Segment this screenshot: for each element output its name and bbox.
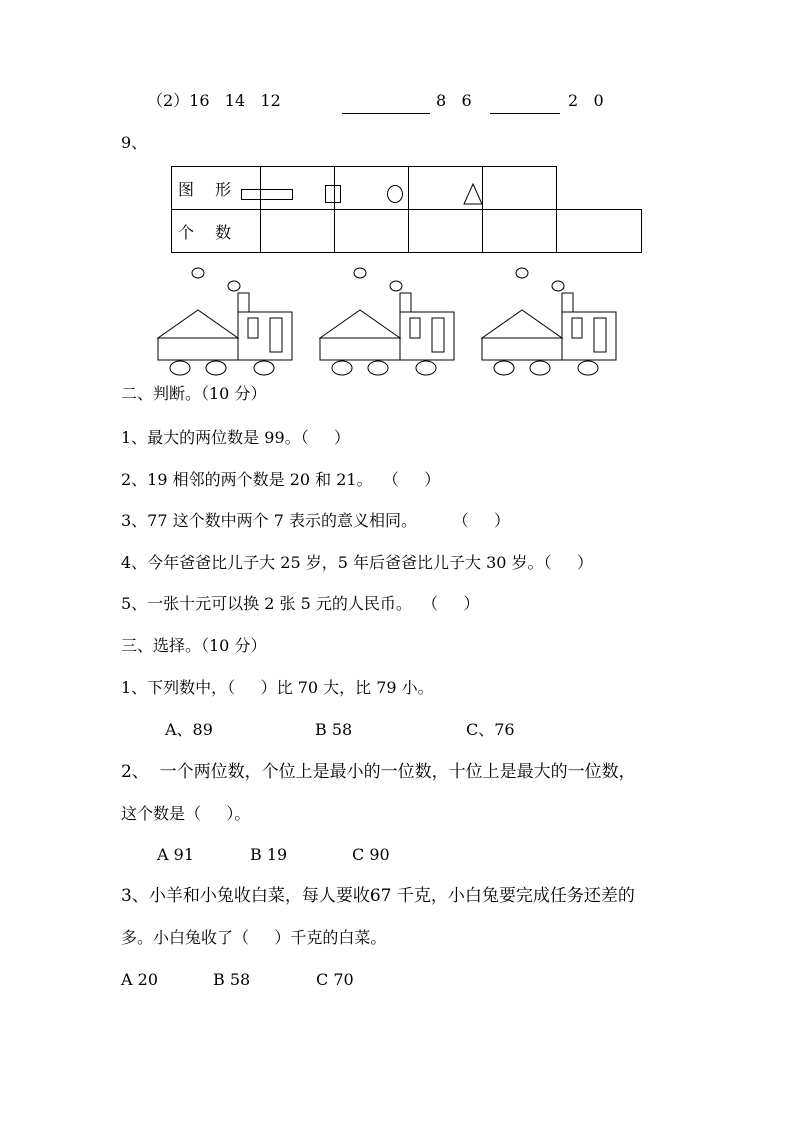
count-cell-square[interactable] [335, 210, 409, 253]
q8-tail-2: 2 0 [568, 91, 604, 110]
choice-q1-option-b[interactable]: B 58 [315, 720, 353, 739]
train-pictures [150, 262, 630, 382]
q8-tail-1: 8 6 [436, 91, 472, 110]
cell-triangle [483, 167, 557, 210]
choice-q3-option-a[interactable]: A 20 [121, 970, 158, 989]
square-icon [325, 185, 341, 203]
choice-q1-option-c[interactable]: C、76 [466, 720, 515, 739]
judge-item-5: 5、一张十元可以换 2 张 5 元的人民币。 （ ） [121, 594, 480, 613]
choice-q3-stem-line2: 多。小白兔收了（ ）千克的白菜。 [121, 928, 387, 947]
q8-sequence-label: （2）16 14 12 [147, 91, 281, 110]
choice-q1-stem: 1、下列数中，（ ）比 70 大，比 79 小。 [121, 678, 434, 697]
long-rectangle-icon [241, 189, 293, 200]
judge-item-3: 3、77 这个数中两个 7 表示的意义相同。 （ ） [121, 511, 511, 530]
train-2 [320, 268, 454, 375]
q9-number: 9、 [121, 133, 148, 152]
judge-item-4: 4、今年爸爸比儿子大 25 岁，5 年后爸爸比儿子大 30 岁。（ ） [121, 553, 593, 572]
table-empty-corner [557, 167, 642, 210]
choice-q1-option-a[interactable]: A、89 [165, 720, 213, 739]
judge-item-1: 1、最大的两位数是 99。（ ） [121, 428, 351, 447]
choice-q3-option-c[interactable]: C 70 [316, 970, 354, 989]
count-cell-rectangle[interactable] [261, 210, 335, 253]
count-cell-triangle[interactable] [483, 210, 557, 253]
choice-q2-stem-line2: 这个数是（ ）。 [121, 804, 251, 823]
cell-rectangle [261, 167, 335, 210]
section2-title: 二、判断。（10 分） [121, 384, 267, 403]
choice-q3-stem-line1: 3、小羊和小兔收白菜，每人要收67 千克，小白兔要完成任务还差的 [121, 886, 635, 906]
circle-icon [387, 185, 403, 203]
choice-q3-option-b[interactable]: B 58 [213, 970, 251, 989]
count-cell-circle[interactable] [409, 210, 483, 253]
choice-q2-option-c[interactable]: C 90 [352, 845, 390, 864]
train-3 [482, 268, 616, 375]
choice-q2-stem-line1: 2、 一个两位数，个位上是最小的一位数，十位上是最大的一位数， [121, 762, 636, 782]
answer-blank-1[interactable] [342, 113, 430, 114]
answer-blank-2[interactable] [490, 113, 560, 114]
shape-count-table [171, 166, 642, 253]
row-label-shape: 图 形 [172, 167, 261, 210]
count-cell-extra[interactable] [557, 210, 642, 253]
triangle-icon [463, 183, 483, 205]
judge-item-2: 2、19 相邻的两个数是 20 和 21。 （ ） [121, 470, 441, 489]
section3-title: 三、选择。（10 分） [121, 636, 267, 655]
choice-q2-option-b[interactable]: B 19 [250, 845, 288, 864]
row-label-count: 个 数 [172, 210, 261, 253]
choice-q2-option-a[interactable]: A 91 [157, 845, 194, 864]
train-1 [158, 268, 292, 375]
